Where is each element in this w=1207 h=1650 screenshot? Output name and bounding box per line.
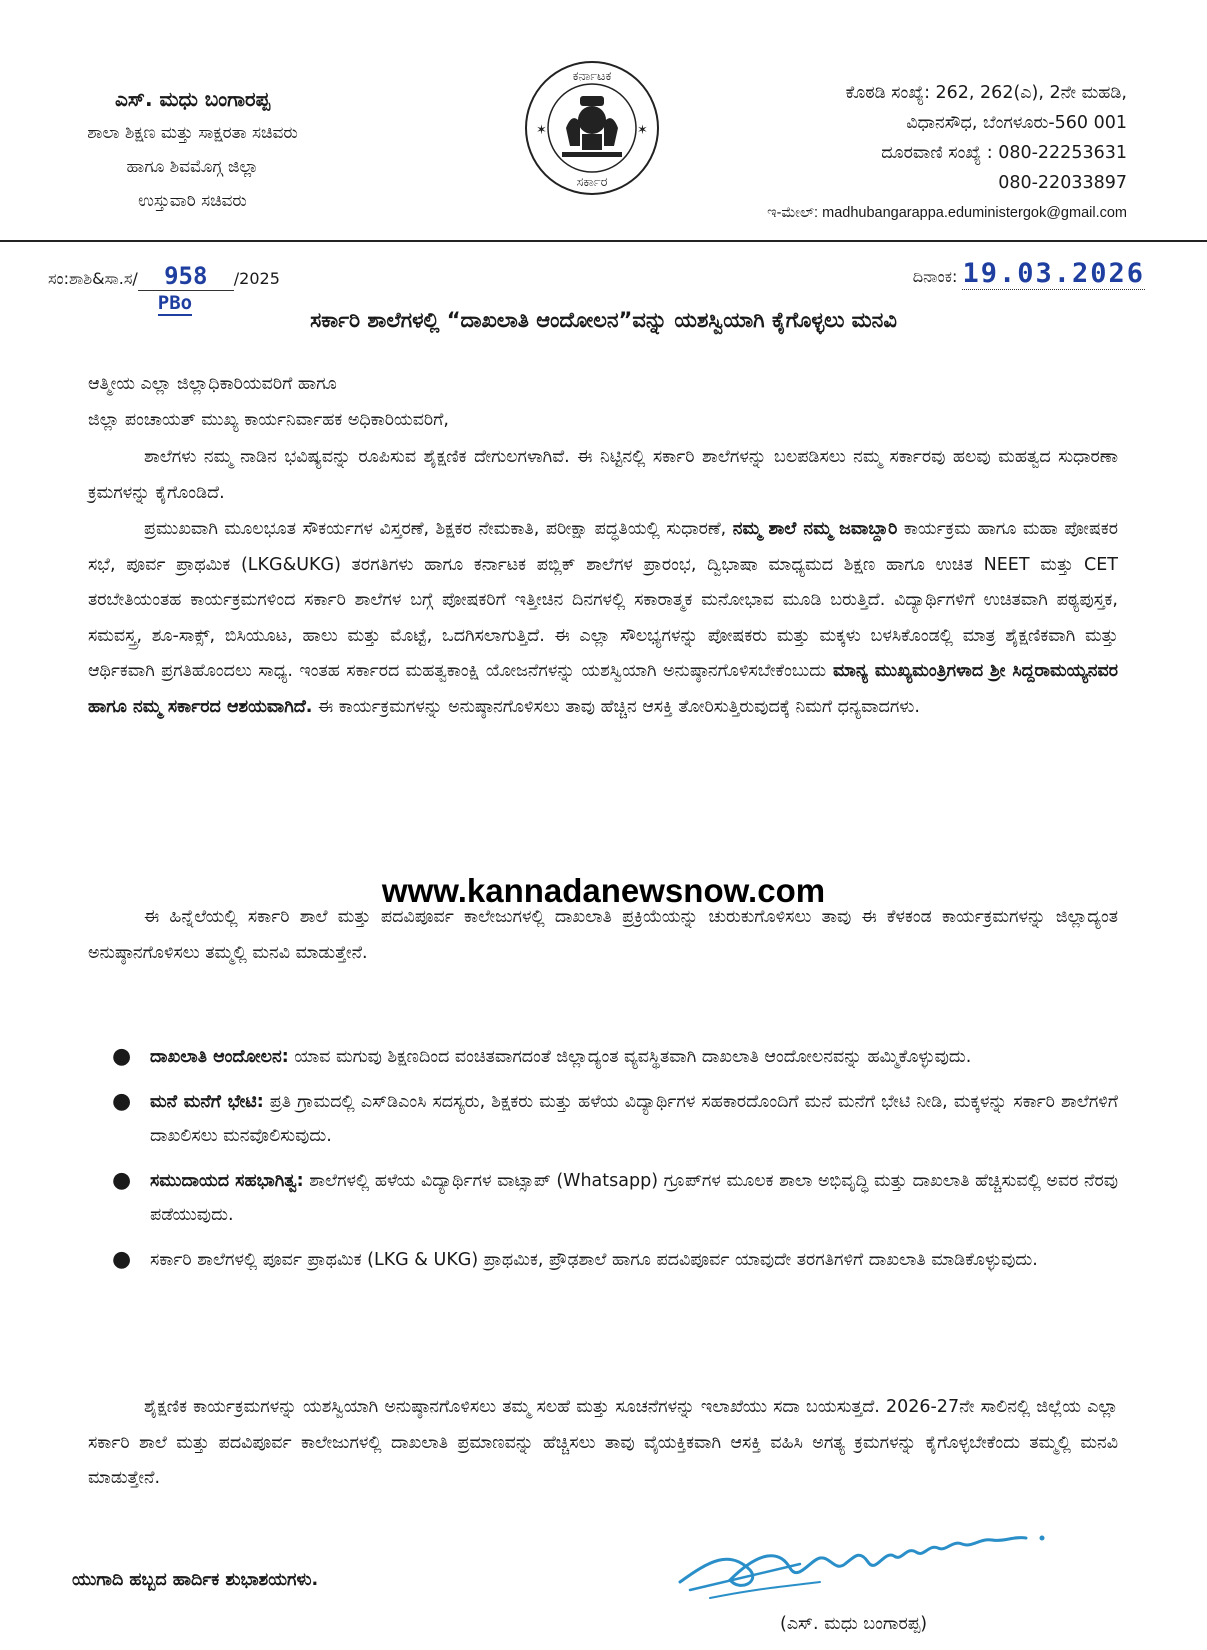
date-label: ದಿನಾಂಕ: [912, 267, 958, 286]
list-item: ● ಸಮುದಾಯದ ಸಹಭಾಗಿತ್ವ: ಶಾಲೆಗಳಲ್ಲಿ ಹಳೆಯ ವಿದ್ಯಾರ್ಥಿಗಳ ವಾಟ್ಸಾಪ್ (Whatsapp) ಗ್ರೂಪ್‌ಗಳ ಮೂಲಕ ಶಾಲಾ ಅಭಿವೃದ್ಧಿ ಮತ್ತು ದಾಖಲಾತಿ ಹೆಚ್ಚಿಸುವಲ್ಲಿ ಅವರ ನೆರವು ಪಡೆಯುವುದು. [112, 1164, 1118, 1233]
contact-block [735, 78, 1127, 228]
bullet-icon: ● [112, 1167, 132, 1193]
cm-wish-bold: ಮಾನ್ಯ ಮುಖ್ಯಮಂತ್ರಿಗಳಾದ ಶ್ರೀ ಸಿದ್ದರಾಮಯ್ಯನವರ ಹಾಗೂ ನಮ್ಮ ಸರ್ಕಾರದ ಆಶಯವಾಗಿದೆ. [88, 661, 1118, 717]
paragraph-1: ಶಾಲೆಗಳು ನಮ್ಮ ನಾಡಿನ ಭವಿಷ್ಯವನ್ನು ರೂಪಿಸುವ ಶೈಕ್ಷಣಿಕ ದೇಗುಲಗಳಾಗಿವೆ. ಈ ನಿಟ್ಟಿನಲ್ಲಿ ಸರ್ಕಾರಿ ಶಾಲೆಗಳನ್ನು ಬಲಪಡಿಸಲು ನಮ್ಮ ಸರ್ಕಾರವು ಹಲವು ಮಹತ್ವದ ಸುಧಾರಣಾ ಕ್ರಮಗಳನ್ನು ಕೈಗೊಂಡಿದೆ. [88, 447, 1118, 503]
signatory-name: (ಎಸ್. ಮಧು ಬಂಗಾರಪ್ಪ) [780, 1614, 928, 1634]
seal-bottom-text: ಸರ್ಕಾರ [576, 175, 608, 190]
paragraph-2: ಪ್ರಮುಖವಾಗಿ ಮೂಲಭೂತ ಸೌಕರ್ಯಗಳ ವಿಸ್ತರಣೆ, ಶಿಕ್ಷಕರ ನೇಮಕಾತಿ, ಪರೀಕ್ಷಾ ಪದ್ಧತಿಯಲ್ಲಿ ಸುಧಾರಣೆ, ನಮ್ಮ ಶಾಲೆ ನಮ್ಮ ಜವಾಬ್ದಾರಿ ಕಾರ್ಯಕ್ರಮ ಹಾಗೂ ಮಹಾ ಪೋಷಕರ ಸಭೆ, ಪೂರ್ವ ಪ್ರಾಥಮಿಕ (LKG&UKG) ತರಗತಿಗಳು ಹಾಗೂ ಕರ್ನಾಟಕ ಪಬ್ಲಿಕ್ ಶಾಲೆಗಳ ಪ್ರಾರಂಭ, ದ್ವಿಭಾಷಾ ಮಾಧ್ಯಮದ ಶಿಕ್ಷಣ ಹಾಗೂ ಉಚಿತ NEET ಮತ್ತು CET ತರಬೇತಿಯಂತಹ ಕಾರ್ಯಕ್ರಮಗಳಿಂದ ಸರ್ಕಾರಿ ಶಾಲೆಗಳ ಬಗ್ಗೆ ಪೋಷಕರಿಗೆ ಇತ್ತೀಚಿನ ದಿನಗಳಲ್ಲಿ ಸಕಾರಾತ್ಮಕ ಮನೋಭಾವ ಮೂಡಿ ಬರುತ್ತಿದೆ. ವಿದ್ಯಾರ್ಥಿಗಳಿಗೆ ಉಚಿತವಾಗಿ ಪಠ್ಯಪುಸ್ತಕ, ಸಮವಸ್ತ್ರ, ಶೂ-ಸಾಕ್ಸ್, ಬಿಸಿಯೂಟ, ಹಾಲು ಮತ್ತು ಮೊಟ್ಟೆ, ಒದಗಿಸಲಾಗುತ್ತಿದೆ. ಈ ಎಲ್ಲಾ ಸೌಲಭ್ಯಗಳನ್ನು ಪೋಷಕರು ಮತ್ತು ಮಕ್ಕಳು ಬಳಸಿಕೊಂಡಲ್ಲಿ ಮಾತ್ರ ಶೈಕ್ಷಣಿಕವಾಗಿ ಮತ್ತು ಆರ್ಥಿಕವಾಗಿ ಪ್ರಗತಿಹೊಂದಲು ಸಾಧ್ಯ. ಇಂತಹ ಸರ್ಕಾರದ ಮಹತ್ವಕಾಂಕ್ಷಿ ಯೋಜನೆಗಳನ್ನು ಯಶಸ್ವಿಯಾಗಿ ಅನುಷ್ಠಾನಗೊಳಿಸಬೇಕೆಂಬುದು ಮಾನ್ಯ ಮುಖ್ಯಮಂತ್ರಿಗಳಾದ ಶ್ರೀ ಸಿದ್ದರಾಮಯ್ಯನವರ ಹಾಗೂ ನಮ್ಮ ಸರ್ಕಾರದ ಆಶಯವಾಗಿದೆ. ಈ ಕಾರ್ಯಕ್ರಮಗಳನ್ನು ಅನುಷ್ಠಾನಗೊಳಿಸಲು ತಾವು ಹೆಚ್ಚಿನ ಆಸಕ್ತಿ ತೋರಿಸುತ್ತಿರುವುದಕ್ಕೆ ನಿಮಗೆ ಧನ್ಯವಾದಗಳು. [88, 519, 1118, 717]
letter-date [913, 258, 1145, 290]
phone-2: 080-22033897 [998, 173, 1127, 193]
svg-text:✶: ✶ [637, 123, 648, 138]
sender-name: ಎಸ್. ಮಧು ಬಂಗಾರಪ್ಪ [115, 87, 270, 111]
paragraph-3: ಈ ಹಿನ್ನೆಲೆಯಲ್ಲಿ ಸರ್ಕಾರಿ ಶಾಲೆ ಮತ್ತು ಪದವಿಪೂರ್ವ ಕಾಲೇಜುಗಳಲ್ಲಿ ದಾಖಲಾತಿ ಪ್ರಕ್ರಿಯೆಯನ್ನು ಚುರುಕುಗೊಳಿಸಲು ತಾವು ಈ ಕೆಳಕಂಡ ಕಾರ್ಯಕ್ರಮಗಳನ್ನು ಜಿಲ್ಲಾದ್ಯಂತ ಅನುಷ್ಠಾನಗೊಳಿಸಲು ತಮ್ಮಲ್ಲಿ ಮನವಿ ಮಾಡುತ್ತೇನೆ. [88, 907, 1118, 963]
signature-image [670, 1520, 1090, 1604]
reference-handwritten-sub: PBo [157, 292, 193, 314]
list-item: ● ದಾಖಲಾತಿ ಆಂದೋಲನ: ಯಾವ ಮಗುವು ಶಿಕ್ಷಣದಿಂದ ವಂಚಿತವಾಗದಂತೆ ಜಿಲ್ಲಾದ್ಯಂತ ವ್ಯವಸ್ಥಿತವಾಗಿ ದಾಖಲಾತಿ ಆಂದೋಲನವನ್ನು ಹಮ್ಮಿಕೊಳ್ಳುವುದು. [112, 1040, 1118, 1075]
reference-handwritten-number: 958 PBo [138, 262, 234, 291]
phone-1: ದೂರವಾಣಿ ಸಂಖ್ಯೆ : 080-22253631 [881, 143, 1127, 163]
karnataka-govt-seal [522, 58, 662, 198]
sender-designation-3: ಉಸ್ತುವಾರಿ ಸಚಿವರು [138, 191, 247, 211]
office-address-1: ಕೊಠಡಿ ಸಂಖ್ಯೆ: 262, 262(ಎ), 2ನೇ ಮಹಡಿ, [845, 83, 1127, 103]
sender-block [40, 82, 345, 218]
seal-top-text: ಕರ್ನಾಟಕ [572, 69, 612, 84]
email-label: ಇ-ಮೇಲ್: [767, 205, 819, 221]
letter-subject: ಸರ್ಕಾರಿ ಶಾಲೆಗಳಲ್ಲಿ “ದಾಖಲಾತಿ ಆಂದೋಲನ”ವನ್ನು ಯಶಸ್ವಿಯಾಗಿ ಕೈಗೊಳ್ಳಲು ಮನವಿ [310, 308, 897, 332]
action-list [112, 1040, 1118, 1287]
sender-designation-1: ಶಾಲಾ ಶಿಕ್ಷಣ ಮತ್ತು ಸಾಕ್ಷರತಾ ಸಚಿವರು [87, 123, 298, 143]
bullet-icon: ● [112, 1246, 132, 1272]
emblem-icon [562, 96, 622, 157]
reference-number [48, 262, 280, 314]
sender-designation-2: ಹಾಗೂ ಶಿವಮೊಗ್ಗ ಜಿಲ್ಲಾ [126, 157, 259, 177]
list-item: ● ಮನೆ ಮನೆಗೆ ಭೇಟಿ: ಪ್ರತಿ ಗ್ರಾಮದಲ್ಲಿ ಎಸ್‌ಡಿಎಂಸಿ ಸದಸ್ಯರು, ಶಿಕ್ಷಕರು ಮತ್ತು ಹಳೆಯ ವಿದ್ಯಾರ್ಥಿಗಳ ಸಹಕಾರದೊಂದಿಗೆ ಮನೆ ಮನೆಗೆ ಭೇಟಿ ನೀಡಿ, ಮಕ್ಕಳನ್ನು ಸರ್ಕಾರಿ ಶಾಲೆಗಳಿಗೆ ದಾಖಲಿಸಲು ಮನವೊಲಿಸುವುದು. [112, 1085, 1118, 1154]
watermark-url: www.kannadanewsnow.com [381, 872, 826, 909]
email-line [735, 198, 1127, 228]
office-address-2: ವಿಧಾನಸೌಧ, ಬೆಂಗಳೂರು-560 001 [906, 113, 1127, 133]
reference-prefix: ಸಂ:ಶಾಶಿ&ಸಾ.ಸ/ [48, 269, 138, 288]
header-divider [0, 240, 1207, 242]
scheme-name-bold: ನಮ್ಮ ಶಾಲೆ ನಮ್ಮ ಜವಾಬ್ದಾರಿ [732, 519, 898, 539]
bullet-icon: ● [112, 1044, 132, 1069]
list-item: ● ಸರ್ಕಾರಿ ಶಾಲೆಗಳಲ್ಲಿ ಪೂರ್ವ ಪ್ರಾಥಮಿಕ (LKG & UKG) ಪ್ರಾಥಮಿಕ, ಪ್ರೌಢಶಾಲೆ ಹಾಗೂ ಪದವಿಪೂರ್ವ ಯಾವುದೇ ತರಗತಿಗಳಿಗೆ ದಾಖಲಾತಿ ಮಾಡಿಕೊಳ್ಳುವುದು. [112, 1243, 1118, 1278]
date-handwritten: 19.03.2026 [962, 258, 1145, 289]
bullet-icon: ● [112, 1088, 132, 1114]
svg-text:✶: ✶ [536, 123, 547, 138]
addressee-line-2: ಜಿಲ್ಲಾ ಪಂಚಾಯತ್ ಮುಖ್ಯ ಕಾರ್ಯನಿರ್ವಾಹಕ ಅಧಿಕಾರಿಯವರಿಗೆ, [88, 410, 449, 430]
addressee-line-1: ಆತ್ಮೀಯ ಎಲ್ಲಾ ಜಿಲ್ಲಾಧಿಕಾರಿಯವರಿಗೆ ಹಾಗೂ [88, 374, 337, 394]
email-address[interactable]: madhubangarappa.eduministergok@gmail.com [822, 205, 1127, 221]
reference-suffix: /2025 [233, 269, 280, 288]
greeting: ಯುಗಾದಿ ಹಬ್ಬದ ಹಾರ್ದಿಕ ಶುಭಾಶಯಗಳು. [72, 1570, 319, 1590]
paragraph-4: ಶೈಕ್ಷಣಿಕ ಕಾರ್ಯಕ್ರಮಗಳನ್ನು ಯಶಸ್ವಿಯಾಗಿ ಅನುಷ್ಠಾನಗೊಳಿಸಲು ತಮ್ಮ ಸಲಹೆ ಮತ್ತು ಸೂಚನೆಗಳನ್ನು ಇಲಾಖೆಯು ಸದಾ ಬಯಸುತ್ತದೆ. 2026-27ನೇ ಸಾಲಿನಲ್ಲಿ ಜಿಲ್ಲೆಯ ಎಲ್ಲಾ ಸರ್ಕಾರಿ ಶಾಲೆ ಮತ್ತು ಪದವಿಪೂರ್ವ ಕಾಲೇಜುಗಳಲ್ಲಿ ದಾಖಲಾತಿ ಪ್ರಮಾಣವನ್ನು ಹೆಚ್ಚಿಸಲು ತಾವು ವೈಯಕ್ತಿಕವಾಗಿ ಆಸಕ್ತಿ ವಹಿಸಿ ಅಗತ್ಯ ಕ್ರಮಗಳನ್ನು ಕೈಗೊಳ್ಳಬೇಕೆಂದು ತಮ್ಮಲ್ಲಿ ಮನವಿ ಮಾಡುತ್ತೇನೆ. [88, 1397, 1118, 1489]
addressee [88, 366, 449, 438]
